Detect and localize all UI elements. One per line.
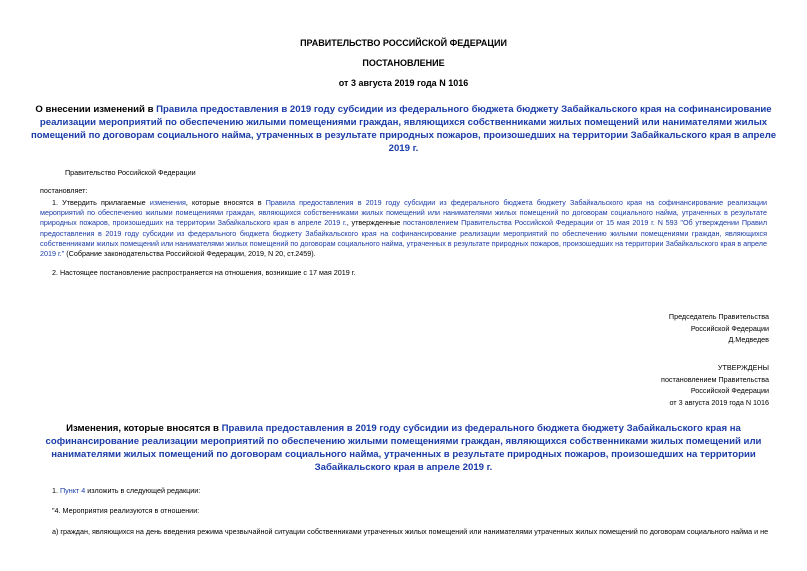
changes-link[interactable]: изменения (149, 198, 186, 207)
decides-line: постановляет: (40, 186, 88, 195)
date-number: от 3 августа 2019 года N 1016 (338, 78, 469, 88)
paragraph-1 (40, 198, 767, 259)
document-title (30, 103, 777, 155)
p1-text-b: , которые вносятся в (185, 198, 266, 207)
approved-line-4: от 3 августа 2019 года N 1016 (669, 397, 769, 407)
approved-line-2: постановлением Правительства (661, 374, 769, 384)
change-item-3: а) граждан, являющихся на день введения режима чрезвычайной ситуации собственниками утраченных жилых помещений или нанимателями утраченных жилых помещений по договорам социального найма и не (52, 527, 769, 536)
change-1-number: 1. (52, 486, 60, 495)
signature-block (549, 311, 769, 346)
rules-link[interactable]: Правила предоставления в 2019 году субсидии из федерального бюджета бюджету Забайкальского края на софинансирование реализации мероприятий по обеспечению жилыми помещениями граждан, являющихся собственниками жилых помещений или нанимателями жилых помещений по договорам социального найма, утраченных в результате природных пожаров, произошедших на территории Забайкальского края в апреле 2019 г. (30, 104, 777, 154)
signature-line-1: Председатель Правительства (668, 312, 769, 321)
approved-line-1: УТВЕРЖДЕНЫ (717, 363, 769, 372)
p1-text-a: 1. Утвердить прилагаемые (52, 198, 150, 207)
decree-593-link[interactable]: постановлением Правительства Российской Федерации от 15 мая 2019 г. N 593 "Об утверждении Правил предоставления в 2019 году субсидии из федерального бюджета бюджету Забайкальского края на софинансирование реализации мероприятий по обеспечению жилыми помещениями граждан, являющихся собственниками жилых помещений или нанимателями жилых помещений по договорам социального найма, утраченных в результате природных пожаров, произошедших на территории Забайкальского края в апреле 2019 г." (40, 218, 768, 259)
title-prefix: О внесении изменений в (35, 104, 157, 115)
government-header: ПРАВИТЕЛЬСТВО РОССИЙСКОЙ ФЕДЕРАЦИИ (300, 38, 507, 48)
changes-rules-link[interactable]: Правила предоставления в 2019 году субсидии из федерального бюджета бюджету Забайкальского края на софинансирование реализации мероприятий по обеспечению жилыми помещениями граждан, являющихся собственниками жилых помещений или нанимателями жилых помещений по договорам социального найма, утраченных в результате природных пожаров, произошедших на территории Забайкальского края в апреле 2019 г. (45, 423, 762, 473)
change-1-text: изложить в следующей редакции: (85, 486, 201, 495)
approved-line-3: Российской Федерации (690, 386, 769, 395)
change-item-1 (52, 486, 200, 496)
approved-block (549, 362, 769, 408)
rules-link-2[interactable]: Правила предоставления в 2019 году субсидии из федерального бюджета бюджету Забайкальского края на софинансирование реализации мероприятий по обеспечению жилыми помещениями граждан, являющихся собственниками жилых помещений или нанимателями жилых помещений по договорам социального найма, утраченных в результате природных пожаров, произошедших на территории Забайкальского края в апреле 2019 г. (40, 198, 767, 228)
p1-text-c: , утвержденные (346, 218, 403, 228)
point-4-link[interactable]: Пункт 4 (60, 486, 86, 495)
changes-title-prefix: Изменения, которые вносятся в (66, 423, 222, 434)
signature-line-3: Д.Медведев (728, 335, 769, 344)
p1-text-d: (Собрание законодательства Российской Федерации, 2019, N 20, ст.2459). (64, 249, 316, 259)
government-line: Правительство Российской Федерации (65, 168, 196, 177)
doc-type: ПОСТАНОВЛЕНИЕ (362, 58, 445, 68)
changes-title (30, 422, 777, 474)
signature-line-2: Российской Федерации (690, 323, 769, 333)
paragraph-2: 2. Настоящее постановление распространяется на отношения, возникшие с 17 мая 2019 г. (52, 268, 356, 277)
change-item-2: "4. Мероприятия реализуются в отношении: (52, 506, 200, 515)
